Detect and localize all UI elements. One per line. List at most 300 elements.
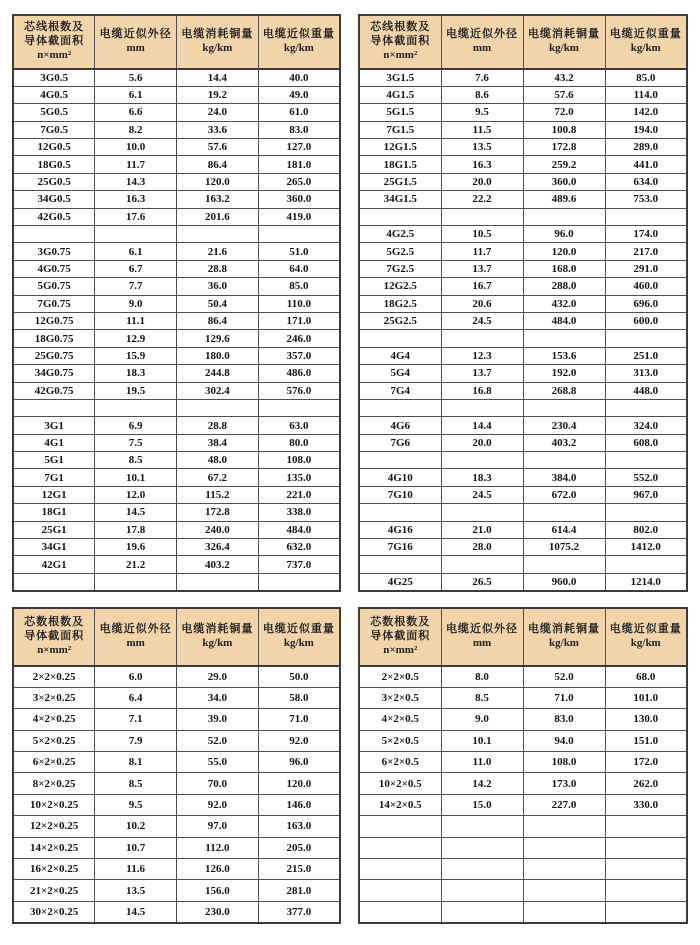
table-cell: 696.0 <box>605 295 687 312</box>
table-cell <box>13 399 95 416</box>
table-cell: 34G1 <box>13 539 95 556</box>
table-cell: 227.0 <box>523 794 605 815</box>
table-row <box>13 278 340 295</box>
column-header-line: 电缆近似外径 <box>99 28 172 41</box>
table-cell <box>441 880 523 901</box>
table-row <box>359 486 687 503</box>
column-header-line: 电缆消耗铜量 <box>528 28 600 41</box>
table-row <box>13 243 340 260</box>
table-cell: 14.4 <box>441 417 523 434</box>
table-cell: 92.0 <box>177 794 259 815</box>
table-cell: 12G1 <box>13 486 95 503</box>
table-cell: 201.6 <box>177 208 259 225</box>
table-cell: 4G1 <box>13 434 95 451</box>
table-cell: 20.0 <box>441 173 523 190</box>
table-row <box>13 880 340 901</box>
table-cell: 3G1.5 <box>359 69 441 86</box>
table-cell: 12G0.75 <box>13 312 95 329</box>
table-cell <box>441 816 523 837</box>
table-cell: 68.0 <box>605 666 687 687</box>
table-cell: 432.0 <box>523 295 605 312</box>
table-cell: 5G4 <box>359 365 441 382</box>
table-cell <box>177 226 259 243</box>
table-cell: 43.2 <box>523 69 605 86</box>
table-cell <box>359 880 441 901</box>
table-cell: 18G0.75 <box>13 330 95 347</box>
table-cell: 6.9 <box>95 417 177 434</box>
table-cell: 3×2×0.25 <box>13 687 95 708</box>
table-cell: 10×2×0.25 <box>13 794 95 815</box>
table-cell <box>605 837 687 858</box>
table-cell: 1412.0 <box>605 539 687 556</box>
table-cell: 29.0 <box>177 666 259 687</box>
table-cell: 265.0 <box>258 173 340 190</box>
column-header <box>605 608 687 666</box>
table-cell: 10.7 <box>95 837 177 858</box>
table-cell <box>359 901 441 922</box>
table-cell: 194.0 <box>605 121 687 138</box>
column-header <box>523 608 605 666</box>
table-cell <box>605 880 687 901</box>
table-cell: 13.7 <box>441 365 523 382</box>
table-row <box>13 86 340 103</box>
table-cell: 484.0 <box>258 521 340 538</box>
table-cell: 6.6 <box>95 104 177 121</box>
table-cell: 110.0 <box>258 295 340 312</box>
table-cell: 86.4 <box>177 156 259 173</box>
table-cell <box>359 452 441 469</box>
table-cell <box>605 901 687 922</box>
table-cell: 7.9 <box>95 730 177 751</box>
table-cell: 28.8 <box>177 260 259 277</box>
column-header-line: 导体截面积 <box>370 35 431 48</box>
table-cell: 42G0.75 <box>13 382 95 399</box>
column-header-line: 芯数根数及 <box>24 616 85 629</box>
table-cell <box>359 816 441 837</box>
table-cell: 135.0 <box>258 469 340 486</box>
header-row <box>13 608 340 666</box>
table-cell: 384.0 <box>523 469 605 486</box>
table-cell: 28.0 <box>441 539 523 556</box>
table-row <box>359 243 687 260</box>
table-cell: 14.4 <box>177 69 259 86</box>
table-cell: 83.0 <box>258 121 340 138</box>
table-row <box>359 521 687 538</box>
table-row <box>359 687 687 708</box>
table-cell: 6.4 <box>95 687 177 708</box>
table-row <box>359 365 687 382</box>
table-row <box>359 773 687 794</box>
table-cell: 246.0 <box>258 330 340 347</box>
table-cell: 9.0 <box>441 709 523 730</box>
table-cell: 7G0.5 <box>13 121 95 138</box>
table-cell: 14×2×0.25 <box>13 837 95 858</box>
table-cell: 19.5 <box>95 382 177 399</box>
table-cell: 484.0 <box>523 312 605 329</box>
table-cell: 163.2 <box>177 191 259 208</box>
column-header-line: 电缆近似重量 <box>262 28 335 41</box>
table-cell: 7G1.5 <box>359 121 441 138</box>
table-cell: 192.0 <box>523 365 605 382</box>
table-row <box>13 709 340 730</box>
table-cell: 489.6 <box>523 191 605 208</box>
table-cell: 244.8 <box>177 365 259 382</box>
table-cell: 357.0 <box>258 347 340 364</box>
table-cell: 419.0 <box>258 208 340 225</box>
table-cell: 67.2 <box>177 469 259 486</box>
table-cell <box>258 399 340 416</box>
table-row <box>359 139 687 156</box>
table-row <box>13 730 340 751</box>
table-row <box>359 104 687 121</box>
table-cell <box>523 208 605 225</box>
table-cell: 10.1 <box>441 730 523 751</box>
table-row <box>359 173 687 190</box>
column-header-line: kg/km <box>283 637 314 649</box>
table-cell: 127.0 <box>258 139 340 156</box>
table-cell: 71.0 <box>523 687 605 708</box>
table-cell: 14.5 <box>95 901 177 922</box>
table-cell: 168.0 <box>523 260 605 277</box>
table-cell: 13.5 <box>441 139 523 156</box>
column-header <box>441 608 523 666</box>
table-cell: 92.0 <box>258 730 340 751</box>
table-row <box>359 837 687 858</box>
table-cell: 6×2×0.25 <box>13 752 95 773</box>
table-cell <box>359 399 441 416</box>
column-header <box>441 15 523 69</box>
table-cell: 960.0 <box>523 573 605 590</box>
table-cell: 26.5 <box>441 573 523 590</box>
table-cell: 281.0 <box>258 880 340 901</box>
table-cell: 7.1 <box>95 709 177 730</box>
table-cell: 313.0 <box>605 365 687 382</box>
table-cell: 129.6 <box>177 330 259 347</box>
table-cell: 9.0 <box>95 295 177 312</box>
table-cell: 221.0 <box>258 486 340 503</box>
table-row <box>13 382 340 399</box>
table-row <box>13 521 340 538</box>
table-cell: 114.0 <box>605 86 687 103</box>
table-cell: 377.0 <box>258 901 340 922</box>
table-cell: 4×2×0.25 <box>13 709 95 730</box>
table-cell: 25G1 <box>13 521 95 538</box>
table-row <box>359 752 687 773</box>
table-row <box>13 191 340 208</box>
table-cell: 259.2 <box>523 156 605 173</box>
table-row <box>13 330 340 347</box>
column-header-line: 电缆消耗铜量 <box>181 623 254 636</box>
table-cell: 15.9 <box>95 347 177 364</box>
table-cell: 83.0 <box>523 709 605 730</box>
table-cell: 21.0 <box>441 521 523 538</box>
table-cell: 441.0 <box>605 156 687 173</box>
column-header <box>13 608 95 666</box>
table-row <box>13 156 340 173</box>
table-cell: 634.0 <box>605 173 687 190</box>
table-cell: 11.0 <box>441 752 523 773</box>
table-cell: 5G0.5 <box>13 104 95 121</box>
table-row <box>359 730 687 751</box>
table-row <box>359 556 687 573</box>
table-row <box>13 816 340 837</box>
table-cell: 96.0 <box>523 226 605 243</box>
table-row <box>13 226 340 243</box>
table-cell: 11.5 <box>441 121 523 138</box>
table-cell: 85.0 <box>605 69 687 86</box>
table-cell: 34G0.5 <box>13 191 95 208</box>
table-cell: 8.5 <box>95 773 177 794</box>
table-cell: 4G2.5 <box>359 226 441 243</box>
table-cell: 5G1 <box>13 452 95 469</box>
table-cell: 5G0.75 <box>13 278 95 295</box>
table-cell: 4×2×0.5 <box>359 709 441 730</box>
table-cell: 19.6 <box>95 539 177 556</box>
table-cell: 13.5 <box>95 880 177 901</box>
table-cell: 18G1.5 <box>359 156 441 173</box>
table-row <box>359 86 687 103</box>
table-cell <box>177 399 259 416</box>
column-header-line: 电缆近似外径 <box>99 623 172 636</box>
table-cell: 7G1 <box>13 469 95 486</box>
table-cell: 5G2.5 <box>359 243 441 260</box>
header-row <box>13 15 340 69</box>
table-cell: 42G1 <box>13 556 95 573</box>
table-cell: 16.3 <box>441 156 523 173</box>
column-header <box>523 15 605 69</box>
table-cell: 486.0 <box>258 365 340 382</box>
table-row <box>359 794 687 815</box>
column-header-line: kg/km <box>283 42 314 54</box>
table-cell: 34.0 <box>177 687 259 708</box>
table-cell: 262.0 <box>605 773 687 794</box>
table-cell: 52.0 <box>523 666 605 687</box>
table-cell <box>441 901 523 922</box>
table-cell: 25G0.75 <box>13 347 95 364</box>
table-cell: 25G2.5 <box>359 312 441 329</box>
table-cell: 448.0 <box>605 382 687 399</box>
table-row <box>13 859 340 880</box>
table-cell: 324.0 <box>605 417 687 434</box>
table-cell: 101.0 <box>605 687 687 708</box>
table-cell: 85.0 <box>258 278 340 295</box>
column-header-line: 芯线根数及 <box>370 21 431 34</box>
table-cell: 240.0 <box>177 521 259 538</box>
table-row <box>13 434 340 451</box>
table-row <box>13 539 340 556</box>
table-cell: 230.0 <box>177 901 259 922</box>
table-cell: 215.0 <box>258 859 340 880</box>
table-cell: 632.0 <box>258 539 340 556</box>
table-cell: 967.0 <box>605 486 687 503</box>
table-cell: 11.7 <box>441 243 523 260</box>
table-row <box>359 880 687 901</box>
table-cell <box>523 504 605 521</box>
table-cell <box>441 330 523 347</box>
table-row <box>13 486 340 503</box>
table-cell: 10.5 <box>441 226 523 243</box>
table-row <box>359 666 687 687</box>
table-cell: 50.0 <box>258 666 340 687</box>
table-cell <box>441 504 523 521</box>
table-cell: 403.2 <box>177 556 259 573</box>
table-cell <box>359 556 441 573</box>
table-cell: 326.4 <box>177 539 259 556</box>
table-cell: 12.9 <box>95 330 177 347</box>
column-header-line: kg/km <box>630 637 661 649</box>
table-cell: 63.0 <box>258 417 340 434</box>
table-row <box>13 752 340 773</box>
column-header-line: kg/km <box>202 637 233 649</box>
table-row <box>359 191 687 208</box>
table-cell: 9.5 <box>441 104 523 121</box>
column-header-line: n×mm² <box>37 48 72 61</box>
table-cell: 72.0 <box>523 104 605 121</box>
column-header-line: n×mm² <box>383 643 418 656</box>
table-row <box>13 69 340 86</box>
table-cell: 13.7 <box>441 260 523 277</box>
table-cell: 10.1 <box>95 469 177 486</box>
table-cell: 36.0 <box>177 278 259 295</box>
table-row <box>13 260 340 277</box>
table-cell: 156.0 <box>177 880 259 901</box>
column-header <box>177 608 259 666</box>
table-cell <box>523 816 605 837</box>
table-cell: 172.0 <box>605 752 687 773</box>
table-cell: 737.0 <box>258 556 340 573</box>
table-cell <box>95 399 177 416</box>
table-cell <box>258 573 340 590</box>
table-row <box>13 687 340 708</box>
table-cell: 18G1 <box>13 504 95 521</box>
table-cell: 171.0 <box>258 312 340 329</box>
table-cell: 153.6 <box>523 347 605 364</box>
table-cell: 1075.2 <box>523 539 605 556</box>
table-cell: 86.4 <box>177 312 259 329</box>
table-cell: 25G1.5 <box>359 173 441 190</box>
table-cell: 18G0.5 <box>13 156 95 173</box>
table-row <box>359 709 687 730</box>
table-cell: 172.8 <box>523 139 605 156</box>
cable-spec-table-bottom-right <box>358 607 688 924</box>
table-row <box>13 666 340 687</box>
table-cell: 10.2 <box>95 816 177 837</box>
column-header-line: 导体截面积 <box>370 630 431 643</box>
table-cell <box>605 452 687 469</box>
table-cell: 3×2×0.5 <box>359 687 441 708</box>
table-cell: 5.6 <box>95 69 177 86</box>
table-cell: 4G16 <box>359 521 441 538</box>
table-cell: 49.0 <box>258 86 340 103</box>
table-cell: 7G4 <box>359 382 441 399</box>
table-cell: 19.2 <box>177 86 259 103</box>
table-cell <box>359 859 441 880</box>
table-cell: 151.0 <box>605 730 687 751</box>
table-cell: 5×2×0.25 <box>13 730 95 751</box>
table-cell: 17.8 <box>95 521 177 538</box>
table-row <box>13 295 340 312</box>
table-cell: 130.0 <box>605 709 687 730</box>
table-cell: 7G6 <box>359 434 441 451</box>
table-cell <box>605 859 687 880</box>
table-cell: 302.4 <box>177 382 259 399</box>
table-cell: 217.0 <box>605 243 687 260</box>
table-cell: 403.2 <box>523 434 605 451</box>
table-cell: 18G2.5 <box>359 295 441 312</box>
header-row <box>359 608 687 666</box>
table-cell: 120.0 <box>258 773 340 794</box>
table-cell: 8.5 <box>441 687 523 708</box>
table-cell: 251.0 <box>605 347 687 364</box>
table-cell: 24.0 <box>177 104 259 121</box>
table-cell: 21.6 <box>177 243 259 260</box>
table-cell: 753.0 <box>605 191 687 208</box>
table-cell: 14×2×0.5 <box>359 794 441 815</box>
table-cell: 7G0.75 <box>13 295 95 312</box>
table-cell: 802.0 <box>605 521 687 538</box>
table-cell: 22.2 <box>441 191 523 208</box>
table-cell: 7.5 <box>95 434 177 451</box>
table-row <box>359 382 687 399</box>
table-cell <box>95 226 177 243</box>
table-cell: 96.0 <box>258 752 340 773</box>
table-row <box>13 121 340 138</box>
column-header-line: kg/km <box>549 637 579 649</box>
column-header-line: 导体截面积 <box>24 630 85 643</box>
table-cell: 64.0 <box>258 260 340 277</box>
table-cell: 71.0 <box>258 709 340 730</box>
table-row <box>359 539 687 556</box>
table-row <box>13 773 340 794</box>
table-row <box>13 504 340 521</box>
table-cell <box>441 452 523 469</box>
table-cell <box>441 399 523 416</box>
table-row <box>13 556 340 573</box>
table-cell: 18.3 <box>95 365 177 382</box>
table-row <box>359 399 687 416</box>
table-cell: 360.0 <box>258 191 340 208</box>
table-cell: 289.0 <box>605 139 687 156</box>
table-cell <box>441 859 523 880</box>
table-row <box>13 573 340 590</box>
table-cell <box>523 399 605 416</box>
column-header-line: 芯数根数及 <box>370 616 431 629</box>
table-cell: 24.5 <box>441 312 523 329</box>
column-header-line: n×mm² <box>37 643 72 656</box>
table-cell: 6×2×0.5 <box>359 752 441 773</box>
table-row <box>359 452 687 469</box>
table-cell <box>359 330 441 347</box>
table-row <box>13 365 340 382</box>
table-cell <box>605 208 687 225</box>
table-row <box>359 347 687 364</box>
column-header-line: mm <box>472 42 492 54</box>
table-cell: 1214.0 <box>605 573 687 590</box>
table-row <box>359 816 687 837</box>
table-cell: 112.0 <box>177 837 259 858</box>
table-cell <box>523 452 605 469</box>
column-header <box>359 608 441 666</box>
table-row <box>13 837 340 858</box>
table-row <box>13 901 340 922</box>
table-cell <box>95 573 177 590</box>
table-cell: 205.0 <box>258 837 340 858</box>
table-cell: 672.0 <box>523 486 605 503</box>
table-cell: 51.0 <box>258 243 340 260</box>
column-header-line: kg/km <box>202 42 233 54</box>
table-cell: 14.5 <box>95 504 177 521</box>
table-row <box>13 417 340 434</box>
